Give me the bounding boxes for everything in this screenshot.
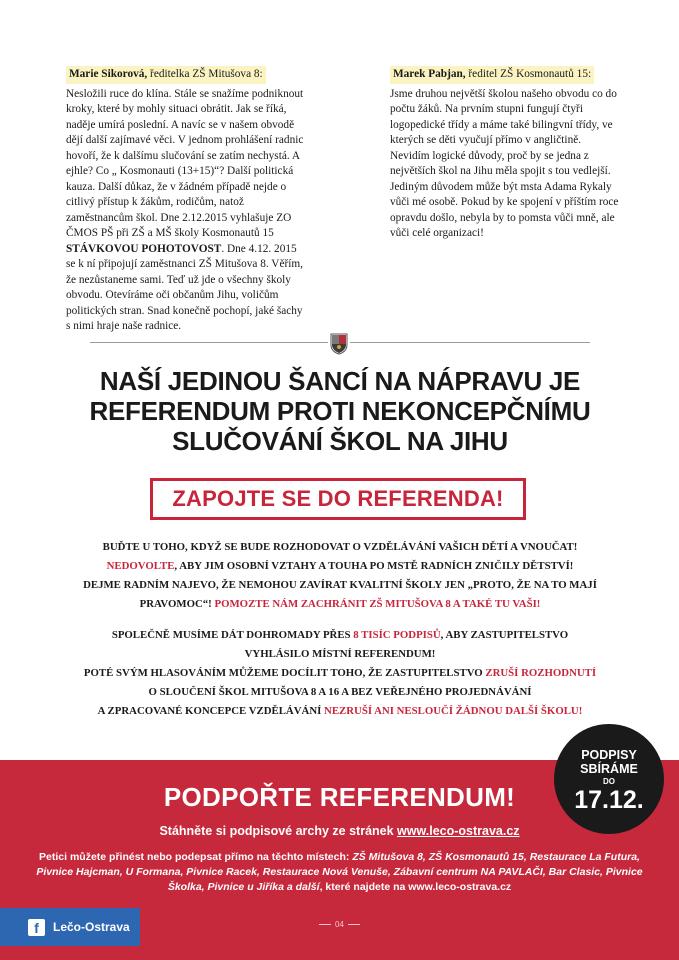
referendum-highlight: 8 TISÍC PODPISŮ [353,629,441,641]
band-places: ZŠ Mitušova 8, ZŠ Kosmonautů 15, Restaurace La Futura, Pivnice Hajcman, U Formana, Pivnice Racek, Restaurace Nová Venuše, Zábavní centrum NA PAVLAČI, Bar Clasic, Pivnice Školka, Pivnice u Jiříka a další [36,851,643,893]
quote-text-part: . Dne 4.12. 2015 se k ní připojují zaměstnanci ZŠ Mitušova 8. Věřím, že nezůstaneme sami. Teď už jde o všechny školy obvodu. Otevíráme oči občanům Jihu, voličům politických stran. Snad konečně pochopí, jaké šachy s nimi hraje naše radnice. [66,242,303,332]
quote-text-bold: STÁVKOVOU POHOTOVOST [66,242,222,255]
referendum-paragraph [30,626,650,721]
band-subtitle-text: Stáhněte si podpisové archy ze stránek [159,824,398,838]
referendum-highlight: NEZRUŠÍ ANI NESLOUČÍ ŽÁDNOU DALŠÍ ŠKOLU! [324,705,583,717]
band-subtitle [0,824,679,838]
headline-line: SLUČOVÁNÍ ŠKOL NA JIHU [172,426,508,456]
author-name: Marie Sikorová, [69,68,148,80]
badge-line: PODPISY [581,748,637,762]
badge-date: 17.12. [574,786,644,814]
cta-box: ZAPOJTE SE DO REFERENDA! [150,478,526,520]
referendum-line [30,702,650,721]
appeal-line [30,557,650,576]
page-number-text: 04 [335,920,344,929]
appeal-line: DEJME RADNÍM NAJEVO, ŽE NEMOHOU ZAVÍRAT KVALITNÍ ŠKOLY JEN „PROTO, ŽE NA TO MAJÍ [83,579,597,591]
band-text-part: Petici můžete přinést nebo podepsat přímo na těchto místech: [39,851,353,863]
dash-right [348,924,360,925]
facebook-label: Lečo-Ostrava [53,920,130,934]
band-title: PODPOŘTE REFERENDUM! [163,782,516,812]
website-link[interactable]: www.leco-ostrava.cz [397,824,520,838]
referendum-line [30,664,650,683]
quote-left-text [66,87,306,335]
appeal-line [30,595,650,614]
author-name: Marek Pabjan, [393,68,466,80]
quote-right-text: Jsme druhou největší školou našeho obvodu co do počtu žáků. Na prvním stupni fungují čtyři logopedické třídy a máme také bilingvní třídy, ve kterých se děti vyučují přímo v angličtině. Nevidím logické důvody, proč by se jedna z největších škol na Jihu měla spojit s tou vedlejší. Jediným důvodem může být msta Adama Rykaly vůči mé osobě. Pokud by ke spojení v příštím roce opravdu došlo, nebyla by to pomsta vůči mně, ale vůči celé organizaci! [390,87,619,239]
referendum-highlight: ZRUŠÍ ROZHODNUTÍ [485,667,597,679]
author-role: ředitel ZŠ Kosmonautů 15: [465,68,592,80]
headline [40,366,640,456]
referendum-text: A ZPRACOVANÉ KONCEPCE VZDĚLÁVÁNÍ [97,705,325,717]
referendum-text: POTÉ SVÝM HLASOVÁNÍM MŮŽEME DOCÍLIT TOHO, ŽE ZASTUPITELSTVO [83,667,486,679]
badge-line: DO [603,777,615,786]
deadline-badge [554,724,664,834]
quote-right-heading [390,66,594,84]
appeal-text: PRAVOMOC“! [139,598,215,610]
headline-line: REFERENDUM PROTI NEKONCEPČNÍMU [89,396,591,426]
referendum-line [30,626,650,645]
referendum-line: VYHLÁSILO MÍSTNÍ REFERENDUM! [244,648,436,660]
band-text [30,850,649,895]
referendum-line: O SLOUČENÍ ŠKOL MITUŠOVA 8 A 16 A BEZ VEŘEJNÉHO PROJEDNÁVÁNÍ [148,686,532,698]
appeal-line: BUĎTE U TOHO, KDYŽ SE BUDE ROZHODOVAT O VZDĚLÁVÁNÍ VAŠICH DĚTÍ A VNOUČAT! [102,541,578,553]
crest-icon [328,333,350,355]
appeal-highlight: NEDOVOLTE [106,560,175,572]
band-text-part: , které najdete na www.leco-ostrava.cz [319,881,512,893]
quote-text-part: Nesložili ruce do klína. Stále se snažíme podniknout kroky, které by mohly situaci obrátit. Jak se říká, naděje umírá poslední. A navíc se v našem obvodě dějí další zajímavé věci. V jednom prohlášení radnic hovoří, že k dalšímu slučování se zatím nechystá. A ejhle? Co „ Kosmonauti (13+15)“? Další politická kauza. Další důkaz, že v žádném případě nejde o citlivý přístup k žákům, rodičům, natož zaměstnancům škol. Dne 2.12.2015 vyhlašuje ZO ČMOS PŠ při ZŠ a MŠ školy Kosmonautů 15 [66,87,304,239]
quote-left [66,66,306,335]
quote-right [390,66,622,242]
quote-left-heading [66,66,266,84]
appeal-paragraph [30,538,650,614]
referendum-text: SPOLEČNĚ MUSÍME DÁT DOHROMADY PŘES [111,629,354,641]
page-number [0,920,679,929]
author-role: ředitelka ZŠ Mitušova 8: [147,68,263,80]
badge-line: SBÍRÁME [580,762,638,776]
appeal-text: , ABY JIM OSOBNÍ VZTAHY A TOUHA PO MSTĚ RADNÍCH ZNIČILY DĚTSTVÍ! [174,560,574,572]
facebook-icon: f [28,919,45,936]
dash-left [319,924,331,925]
appeal-highlight: POMOZTE NÁM ZACHRÁNIT ZŠ MITUŠOVA 8 A TAKÉ TU VAŠI! [214,598,541,610]
referendum-text: , ABY ZASTUPITELSTVO [440,629,569,641]
headline-line: NAŠÍ JEDINOU ŠANCÍ NA NÁPRAVU JE [99,366,581,396]
